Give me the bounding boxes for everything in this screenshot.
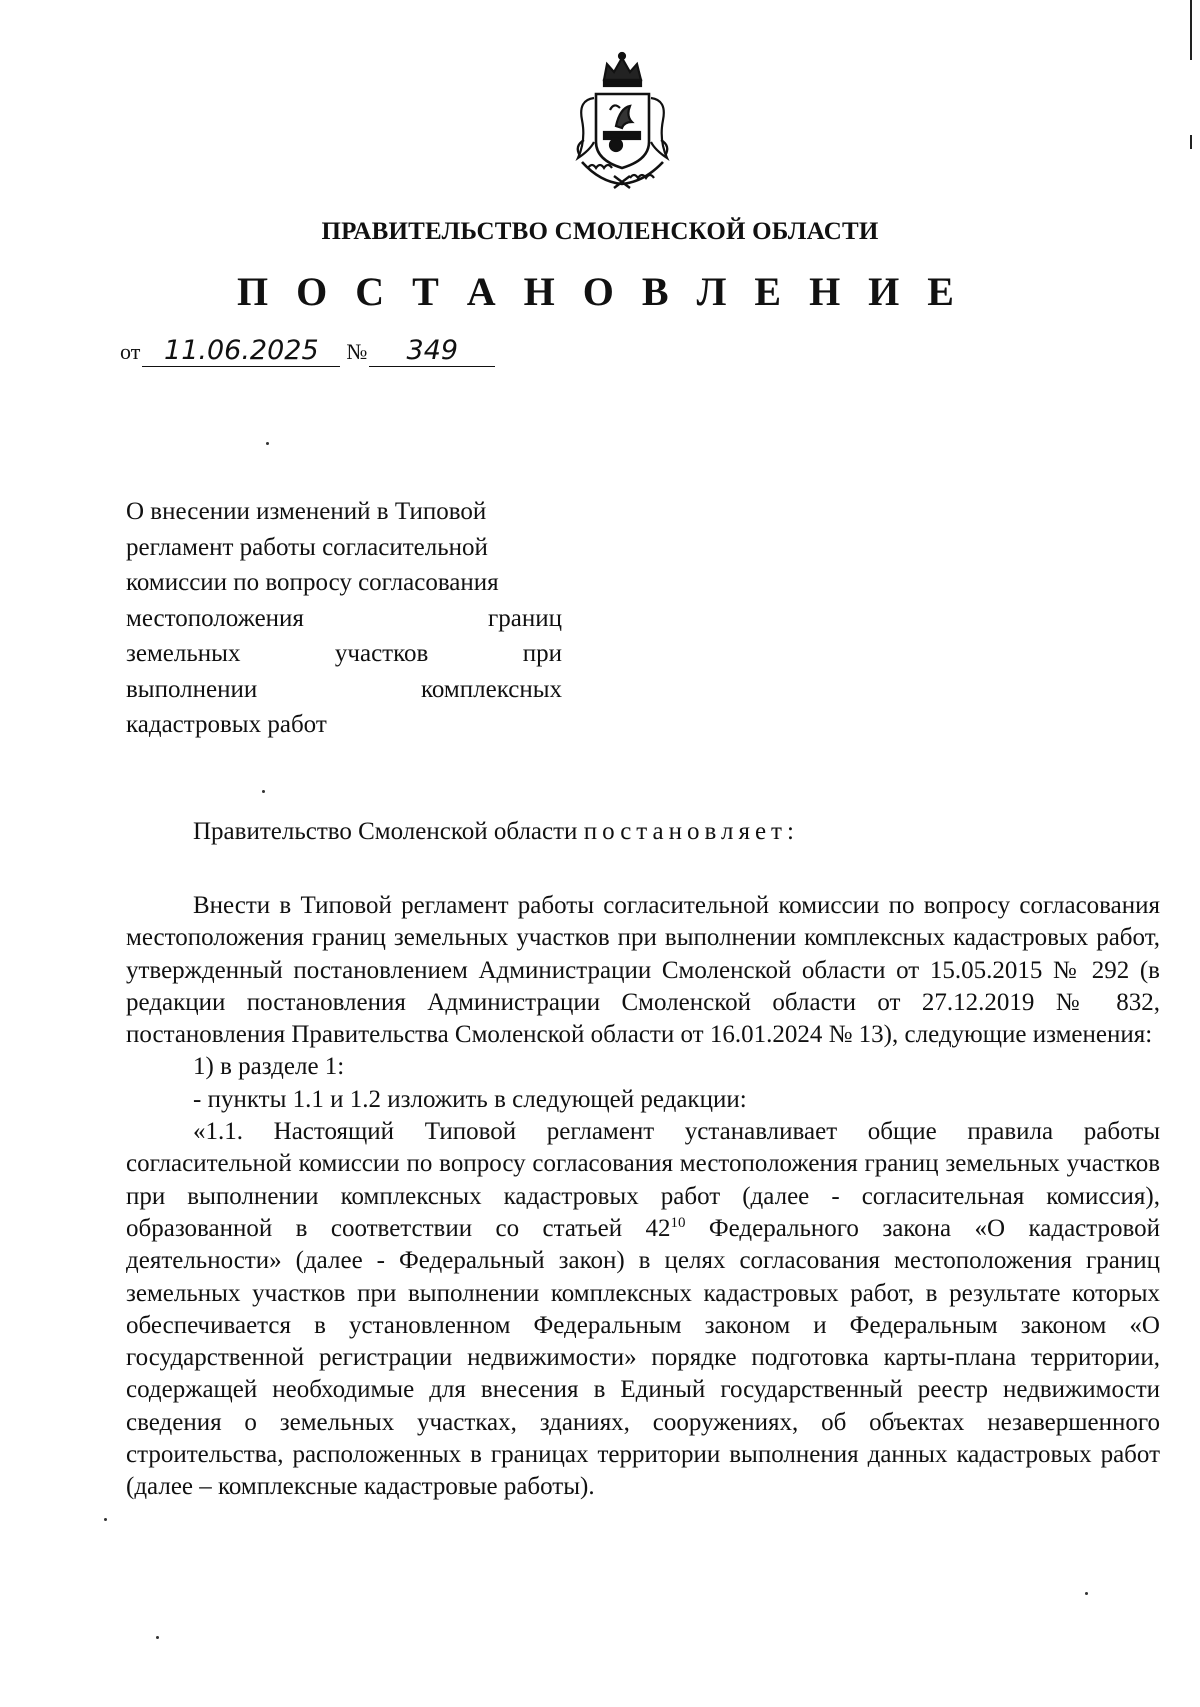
document-body [126,890,1160,1504]
scan-edge-mark [1190,135,1192,149]
document-number: 349 [369,336,495,367]
number-label: № [346,339,368,364]
subject-line: О внесении изменений в Типовой [126,498,487,525]
scan-speck [1085,1592,1088,1595]
intro-text: Правительство Смоленской области [193,818,578,845]
subject-line: регламент работы согласительной [126,533,488,561]
scan-edge-mark [1190,0,1192,60]
body-paragraph: Внести в Типовой регламент работы согласительной комиссии по вопросу согласования местоположения границ земельных участков при выполнении комплексных кадастровых работ, утвержденный постановлением Администрации Смоленской области от 15.05.2015 № 292 (в редакции постановления Администрации Смоленской области от 27.12.2019 № 832, постановления Правительства Смоленской области от 16.01.2024 № 13), следующие изменения: [126,892,1160,1049]
subject-line: местоположения границ [126,604,562,632]
body-paragraph: - пункты 1.1 и 1.2 изложить в следующей редакции: [193,1085,747,1113]
organization-title: ПРАВИТЕЛЬСТВО СМОЛЕНСКОЙ ОБЛАСТИ [321,218,879,245]
dateline [118,336,495,366]
scan-speck [266,442,269,445]
subject-line: комиссии по вопросу согласования [126,569,499,596]
document-subject [126,494,562,743]
document-date: 11.06.2025 [142,336,340,367]
subject-line: земельных участков при [126,640,562,667]
subject-line: выполнении комплексных [126,675,562,703]
smolensk-coat-of-arms-icon [560,50,685,190]
document-type-title: П О С Т А Н О В Л Е Н И Е [237,269,963,314]
date-label: от [120,339,141,364]
body-paragraph: 1) в разделе 1: [193,1053,345,1081]
scan-speck [262,790,265,793]
scan-speck [104,1518,107,1521]
body-paragraph: «1.1. Настоящий Типовой регламент устанавливает общие правила работы согласительной комиссии по вопросу согласования местоположения границ земельных участков при выполнении комплексных кадастровых работ (далее - согласительная комиссия), образованной в соответствии со статьей $42^{10}$ Федерального закона «О кадастровой деятельности» (далее - Федеральный закон) в целях согласования местоположения границ земельных участков при выполнении комплексных кадастровых работ, в результате которых обеспечивается в установленном Федеральным законом и Федеральным законом «О государственной регистрации недвижимости» порядке подготовка карты-плана территории, содержащей необходимые для внесения в Единый государственный реестр недвижимости сведения о земельных участках, зданиях, сооружениях, об объектах незавершенного строительства, расположенных в границах территории выполнения данных кадастровых работ (далее – комплексные кадастровые работы). [126,1118,1161,1501]
intro-verb: постановляет: [583,818,799,845]
resolution-intro [193,818,799,846]
subject-line: кадастровых работ [126,711,327,738]
scan-speck [156,1636,159,1639]
